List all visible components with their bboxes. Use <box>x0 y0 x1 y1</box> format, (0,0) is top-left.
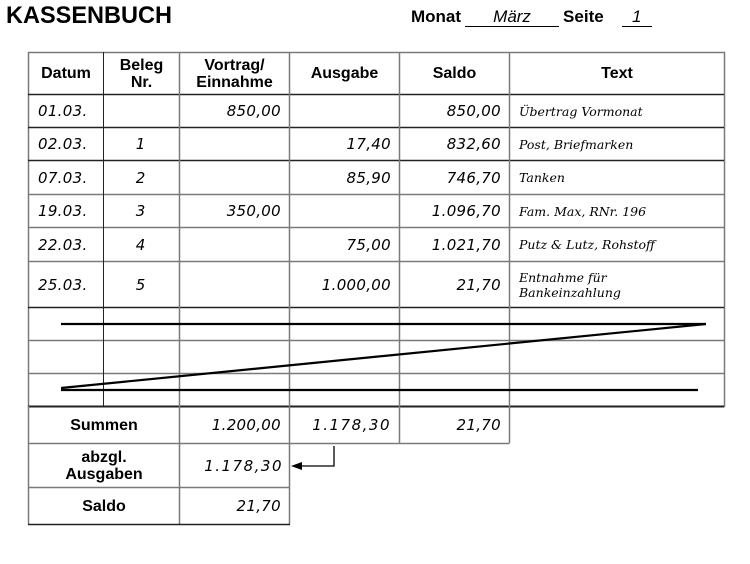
cell-datum: 02.03. <box>38 135 88 153</box>
cell-text: Übertrag Vormonat <box>519 103 643 119</box>
column-header-beleg-line2: Nr. <box>130 73 153 91</box>
cell-text-line1: Entnahme für <box>519 269 607 285</box>
column-header-beleg-line1: Beleg <box>119 56 164 74</box>
cell-text: Putz & Lutz, Rohstoff <box>519 237 655 252</box>
cell-einnahme <box>180 262 289 307</box>
cell-text: Tanken <box>519 170 565 185</box>
abzgl-ausgaben-label <box>29 444 179 487</box>
cell-text-line2: Bankeinzahlung <box>519 284 621 300</box>
cell-saldo: 1.096,70 <box>431 202 501 220</box>
cell-datum: 25.03. <box>38 275 88 294</box>
month-label: Monat <box>411 7 462 26</box>
abzgl-label-line2: Ausgaben <box>65 465 143 483</box>
cell-datum: 07.03. <box>38 168 88 187</box>
cell-saldo: 850,00 <box>446 102 501 120</box>
cell-einnahme: 850,00 <box>226 102 281 120</box>
cell-einnahme <box>180 161 289 194</box>
cell-saldo: 746,70 <box>446 168 501 187</box>
summen-label: Summen <box>70 416 138 434</box>
cell-einnahme <box>180 228 289 261</box>
cell-ausgabe: 1.000,00 <box>321 275 391 294</box>
summen-saldo: 21,70 <box>456 416 501 434</box>
cell-ausgabe: 17,40 <box>346 135 391 153</box>
cell-ausgabe <box>290 95 399 127</box>
cell-datum: 01.03. <box>38 102 88 120</box>
month-field[interactable]: März <box>465 8 559 27</box>
cell-beleg: 3 <box>135 202 146 220</box>
column-header-saldo: Saldo <box>432 65 477 82</box>
cell-ausgabe <box>290 195 399 227</box>
abzgl-label-line1: abzgl. <box>81 448 127 466</box>
cell-beleg: 1 <box>135 135 146 153</box>
column-header-ausgabe: Ausgabe <box>310 65 379 82</box>
saldo-value: 21,70 <box>236 497 281 515</box>
column-header-beleg <box>104 53 179 94</box>
saldo-label: Saldo <box>82 497 126 515</box>
column-header-text: Text <box>601 65 633 82</box>
cell-saldo: 1.021,70 <box>431 235 501 254</box>
cell-saldo: 21,70 <box>456 275 501 294</box>
page-label: Seite <box>563 7 604 26</box>
cell-datum: 22.03. <box>38 235 88 254</box>
summen-ausgabe: 1.178,30 <box>312 416 391 434</box>
cell-beleg: 2 <box>135 168 146 187</box>
cell-datum: 19.03. <box>38 202 88 220</box>
page-field[interactable]: 1 <box>622 8 652 27</box>
summen-einnahme: 1.200,00 <box>211 416 281 434</box>
cell-text: Fam. Max, RNr. 196 <box>519 203 647 219</box>
cell-ausgabe: 75,00 <box>346 235 391 254</box>
column-header-einnahme-line1: Vortrag/ <box>204 56 265 74</box>
cancel-z-lines <box>61 324 706 390</box>
document-title: KASSENBUCH <box>6 2 172 29</box>
arrow-icon <box>300 446 334 466</box>
column-header-datum: Datum <box>41 65 91 82</box>
cell-saldo: 832,60 <box>446 135 501 153</box>
cell-text <box>510 262 724 307</box>
cell-beleg: 5 <box>135 275 146 294</box>
abzgl-ausgaben-value: 1.178,30 <box>204 456 283 475</box>
cell-beleg: 4 <box>135 235 146 254</box>
cell-text: Post, Briefmarken <box>519 136 634 152</box>
column-header-einnahme-line2: Einnahme <box>196 73 273 91</box>
column-header-einnahme <box>180 53 289 94</box>
cell-ausgabe: 85,90 <box>346 168 391 187</box>
cell-einnahme: 350,00 <box>226 202 281 220</box>
cell-einnahme <box>180 128 289 160</box>
cell-beleg <box>104 95 179 127</box>
